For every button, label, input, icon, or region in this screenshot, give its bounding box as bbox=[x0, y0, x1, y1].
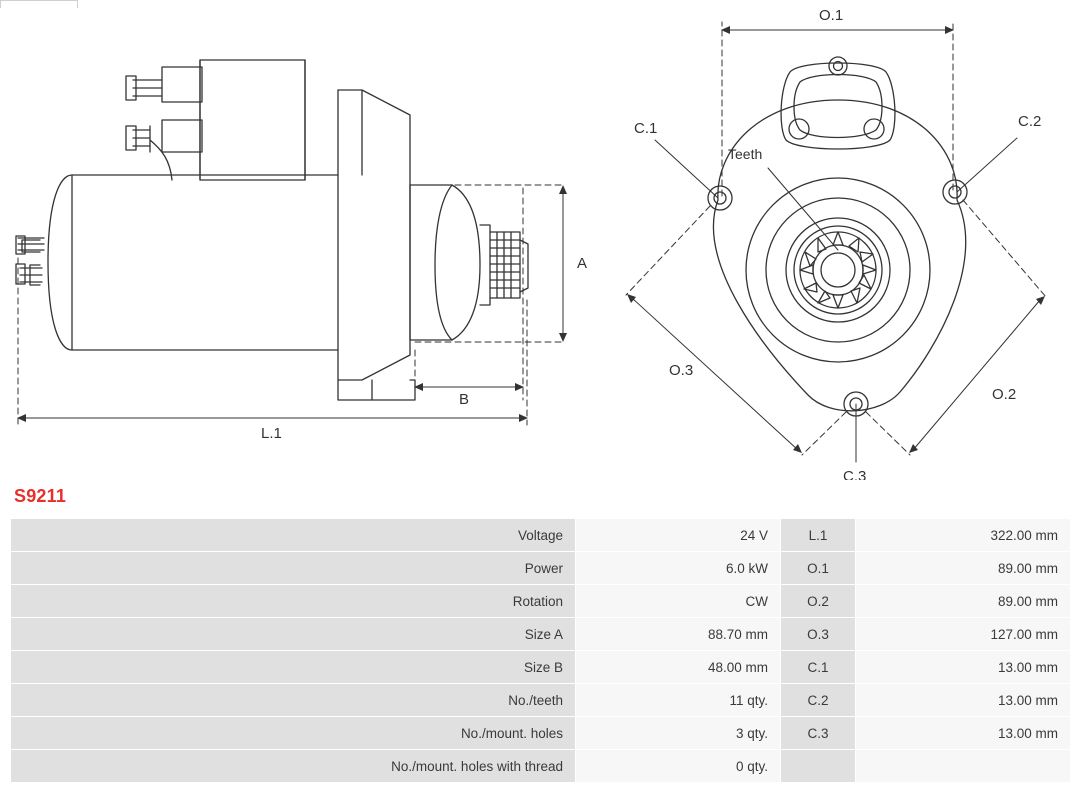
spec-label: Size A bbox=[11, 618, 576, 651]
dimension-c3-label: C.3 bbox=[843, 468, 867, 480]
spec-value: 48.00 mm bbox=[576, 651, 781, 684]
table-row bbox=[11, 684, 1071, 717]
spec-label: Rotation bbox=[11, 585, 576, 618]
spec-label: Size B bbox=[11, 651, 576, 684]
dimension-o1-arrow bbox=[721, 26, 954, 34]
dimension-o3-label: O.3 bbox=[669, 362, 694, 379]
dimension-o2-label: O.2 bbox=[992, 386, 1017, 403]
table-row bbox=[11, 717, 1071, 750]
dimension-o1 bbox=[722, 22, 953, 196]
starter-side-view bbox=[16, 60, 528, 400]
dimension-c2-label: C.2 bbox=[1018, 113, 1042, 130]
spec-value: 0 qty. bbox=[576, 750, 781, 783]
leader-lines bbox=[655, 138, 1017, 462]
teeth-label: Teeth bbox=[728, 146, 763, 162]
table-row bbox=[11, 585, 1071, 618]
spec-code: C.2 bbox=[781, 684, 856, 717]
spec-label: Power bbox=[11, 552, 576, 585]
spec-label: Voltage bbox=[11, 519, 576, 552]
dimension-b-arrow bbox=[414, 383, 524, 391]
table-row bbox=[11, 750, 1071, 783]
spec-measure: 322.00 mm bbox=[856, 519, 1071, 552]
table-row bbox=[11, 552, 1071, 585]
spec-value: 24 V bbox=[576, 519, 781, 552]
spec-measure: 89.00 mm bbox=[856, 585, 1071, 618]
spec-label: No./mount. holes bbox=[11, 717, 576, 750]
dimension-a-arrow bbox=[559, 185, 567, 342]
spec-measure: 89.00 mm bbox=[856, 552, 1071, 585]
part-code: S9211 bbox=[14, 486, 67, 506]
spec-code: O.2 bbox=[781, 585, 856, 618]
table-row bbox=[11, 651, 1071, 684]
spec-value: CW bbox=[576, 585, 781, 618]
spec-measure: 127.00 mm bbox=[856, 618, 1071, 651]
dimension-o2 bbox=[866, 200, 1046, 455]
spec-measure: 13.00 mm bbox=[856, 651, 1071, 684]
spec-table-body bbox=[11, 519, 1071, 783]
dimension-o2-arrow bbox=[909, 296, 1045, 453]
table-row bbox=[11, 519, 1071, 552]
spec-code: O.3 bbox=[781, 618, 856, 651]
spec-measure-empty bbox=[856, 750, 1071, 783]
spec-value: 6.0 kW bbox=[576, 552, 781, 585]
pinion-teeth bbox=[800, 232, 876, 308]
spec-measure: 13.00 mm bbox=[856, 684, 1071, 717]
table-row bbox=[11, 618, 1071, 651]
spec-value: 88.70 mm bbox=[576, 618, 781, 651]
spec-code: O.1 bbox=[781, 552, 856, 585]
dimension-l1-arrow bbox=[17, 414, 528, 422]
spec-label: No./teeth bbox=[11, 684, 576, 717]
dimension-o3-arrow bbox=[627, 294, 802, 453]
dimension-c1-label: C.1 bbox=[634, 120, 658, 137]
spec-table bbox=[10, 518, 1071, 783]
dimension-o1-label: O.1 bbox=[819, 7, 844, 24]
starter-front-view bbox=[708, 57, 967, 416]
dimension-b bbox=[415, 188, 523, 400]
spec-table-wrapper bbox=[10, 518, 1070, 783]
dimension-b-label: B bbox=[459, 391, 470, 408]
dimension-o3 bbox=[626, 206, 846, 455]
dimension-a-label: A bbox=[577, 255, 588, 272]
spec-value: 3 qty. bbox=[576, 717, 781, 750]
spec-code: C.1 bbox=[781, 651, 856, 684]
spec-code: L.1 bbox=[781, 519, 856, 552]
spec-value: 11 qty. bbox=[576, 684, 781, 717]
spec-label: No./mount. holes with thread bbox=[11, 750, 576, 783]
spec-code-empty bbox=[781, 750, 856, 783]
spec-code: C.3 bbox=[781, 717, 856, 750]
dimension-l1-label: L.1 bbox=[261, 425, 282, 442]
spec-measure: 13.00 mm bbox=[856, 717, 1071, 750]
